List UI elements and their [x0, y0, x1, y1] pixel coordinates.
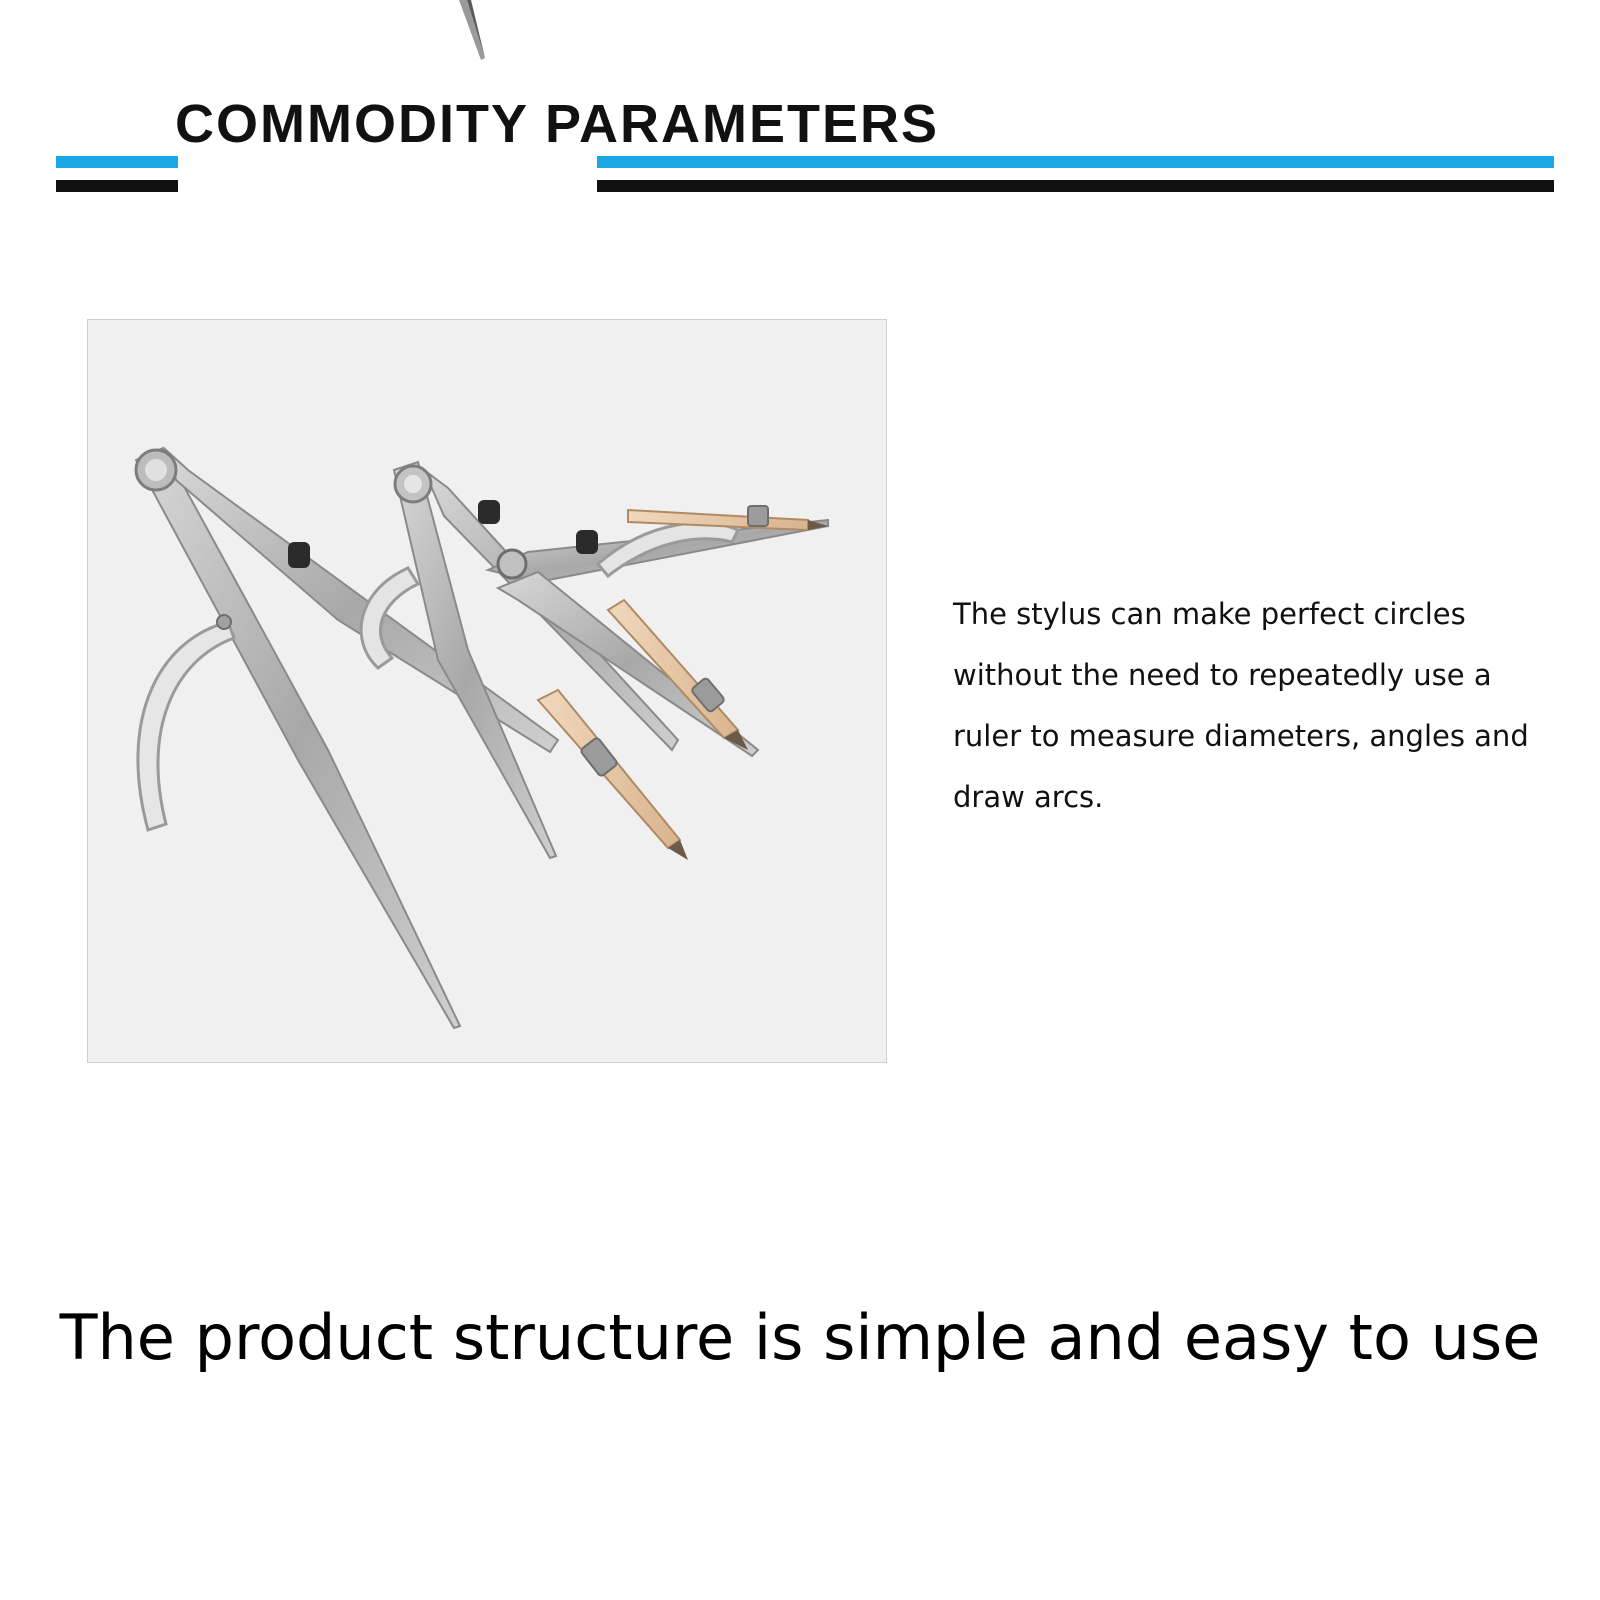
- product-description: The stylus can make perfect circles without the need to repeatedly use a ruler to measure diameters, angles and draw arcs.: [953, 597, 1529, 814]
- title-rule-left-accent: [56, 156, 178, 168]
- title-rule-right-accent: [597, 156, 1554, 168]
- title-rule-right-dark: [597, 180, 1554, 192]
- product-photo: [87, 319, 887, 1063]
- section-title: COMMODITY PARAMETERS: [175, 94, 940, 154]
- compass-tip-icon: [455, 0, 495, 64]
- product-tagline: The product structure is simple and easy to use: [59, 1301, 1541, 1374]
- title-rule-left-dark: [56, 180, 178, 192]
- compass-set-icon: [88, 320, 887, 1063]
